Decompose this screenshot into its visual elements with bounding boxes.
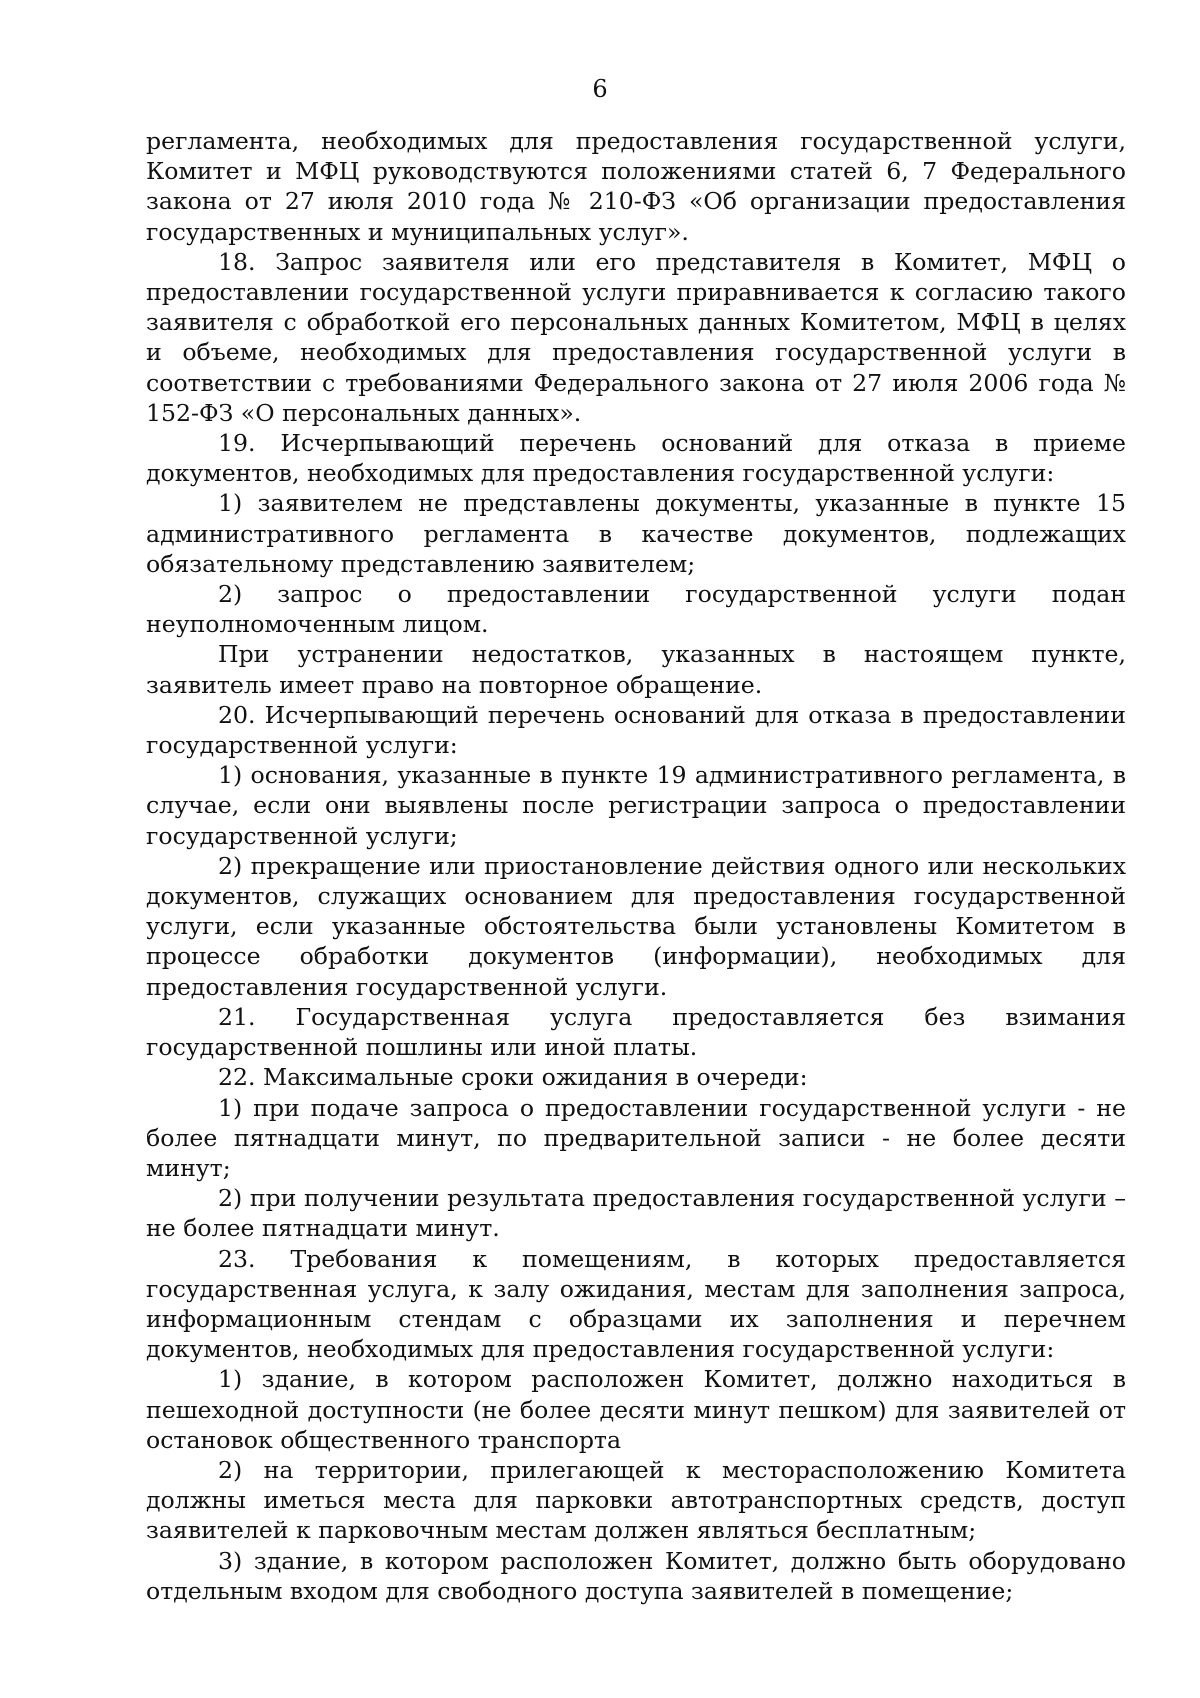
- paragraph-23-item-1: 1) здание, в котором расположен Комитет, должно находиться в пешеходной доступности (не более десяти минут пешком) для заявителей от остановок общественного транспорта: [146, 1365, 1126, 1454]
- paragraph-19-item-1: 1) заявителем не представлены документы, указанные в пункте 15 административного регламента в качестве документов, подлежащих обязательному представлению заявителем;: [146, 489, 1126, 578]
- paragraph-19-item-2: 2) запрос о предоставлении государственной услуги подан неуполномоченным лицом.: [146, 580, 1126, 639]
- paragraph-20-item-2: 2) прекращение или приостановление действия одного или нескольких документов, служащих основанием для предоставления государственной услуги, если указанные обстоятельства были установлены Комитетом в процессе обработки документов (информации), необходимых для предоставления государственной услуги.: [146, 851, 1126, 1001]
- document-body: [146, 126, 1126, 1606]
- paragraph-19: 19. Исчерпывающий перечень оснований для отказа в приеме документов, необходимых для предоставления государственной услуги:: [146, 429, 1126, 488]
- paragraph-23: 23. Требования к помещениям, в которых предоставляется государственная услуга, к залу ожидания, местам для заполнения запроса, информационным стендам с образцами их заполнения и перечнем документов, необходимых для предоставления государственной услуги:: [146, 1244, 1126, 1364]
- paragraph-20: 20. Исчерпывающий перечень оснований для отказа в предоставлении государственной услуги:: [146, 700, 1126, 760]
- paragraph-23-item-3: 3) здание, в котором расположен Комитет, должно быть оборудовано отдельным входом для свободного доступа заявителей в помещение;: [146, 1546, 1126, 1605]
- paragraph-19-note: При устранении недостатков, указанных в настоящем пункте, заявитель имеет право на повторное обращение.: [146, 640, 1126, 699]
- paragraph-23-item-2: 2) на территории, прилегающей к месторасположению Комитета должны иметься места для парковки автотранспортных средств, доступ заявителей к парковочным местам должен являться бесплатным;: [146, 1455, 1126, 1545]
- paragraph-22-item-1: 1) при подаче запроса о предоставлении государственной услуги - не более пятнадцати минут, по предварительной записи - не более десяти минут;: [146, 1093, 1126, 1182]
- paragraph-22-item-2: 2) при получении результата предоставления государственной услуги – не более пятнадцати минут.: [146, 1184, 1126, 1243]
- page-number: 6: [592, 75, 608, 103]
- paragraph-20-item-1: 1) основания, указанные в пункте 19 административного регламента, в случае, если они выявлены после регистрации запроса о предоставлении государственной услуги;: [146, 761, 1126, 850]
- paragraph-continuation: регламента, необходимых для предоставления государственной услуги, Комитет и МФЦ руководствуются положениями статей 6, 7 Федерального закона от 27 июля 2010 года № 210-ФЗ «Об организации предоставления государственных и муниципальных услуг».: [146, 127, 1126, 246]
- paragraph-18: 18. Запрос заявителя или его представителя в Комитет, МФЦ о предоставлении государственной услуги приравнивается к согласию такого заявителя с обработкой его персональных данных Комитетом, МФЦ в целях и объеме, необходимых для предоставления государственной услуги в соответствии с требованиями Федерального закона от 27 июля 2006 года № 152-ФЗ «О персональных данных».: [146, 247, 1126, 427]
- paragraph-21: 21. Государственная услуга предоставляется без взимания государственной пошлины или иной платы.: [146, 1002, 1126, 1062]
- paragraph-22: 22. Максимальные сроки ожидания в очереди:: [218, 1063, 808, 1092]
